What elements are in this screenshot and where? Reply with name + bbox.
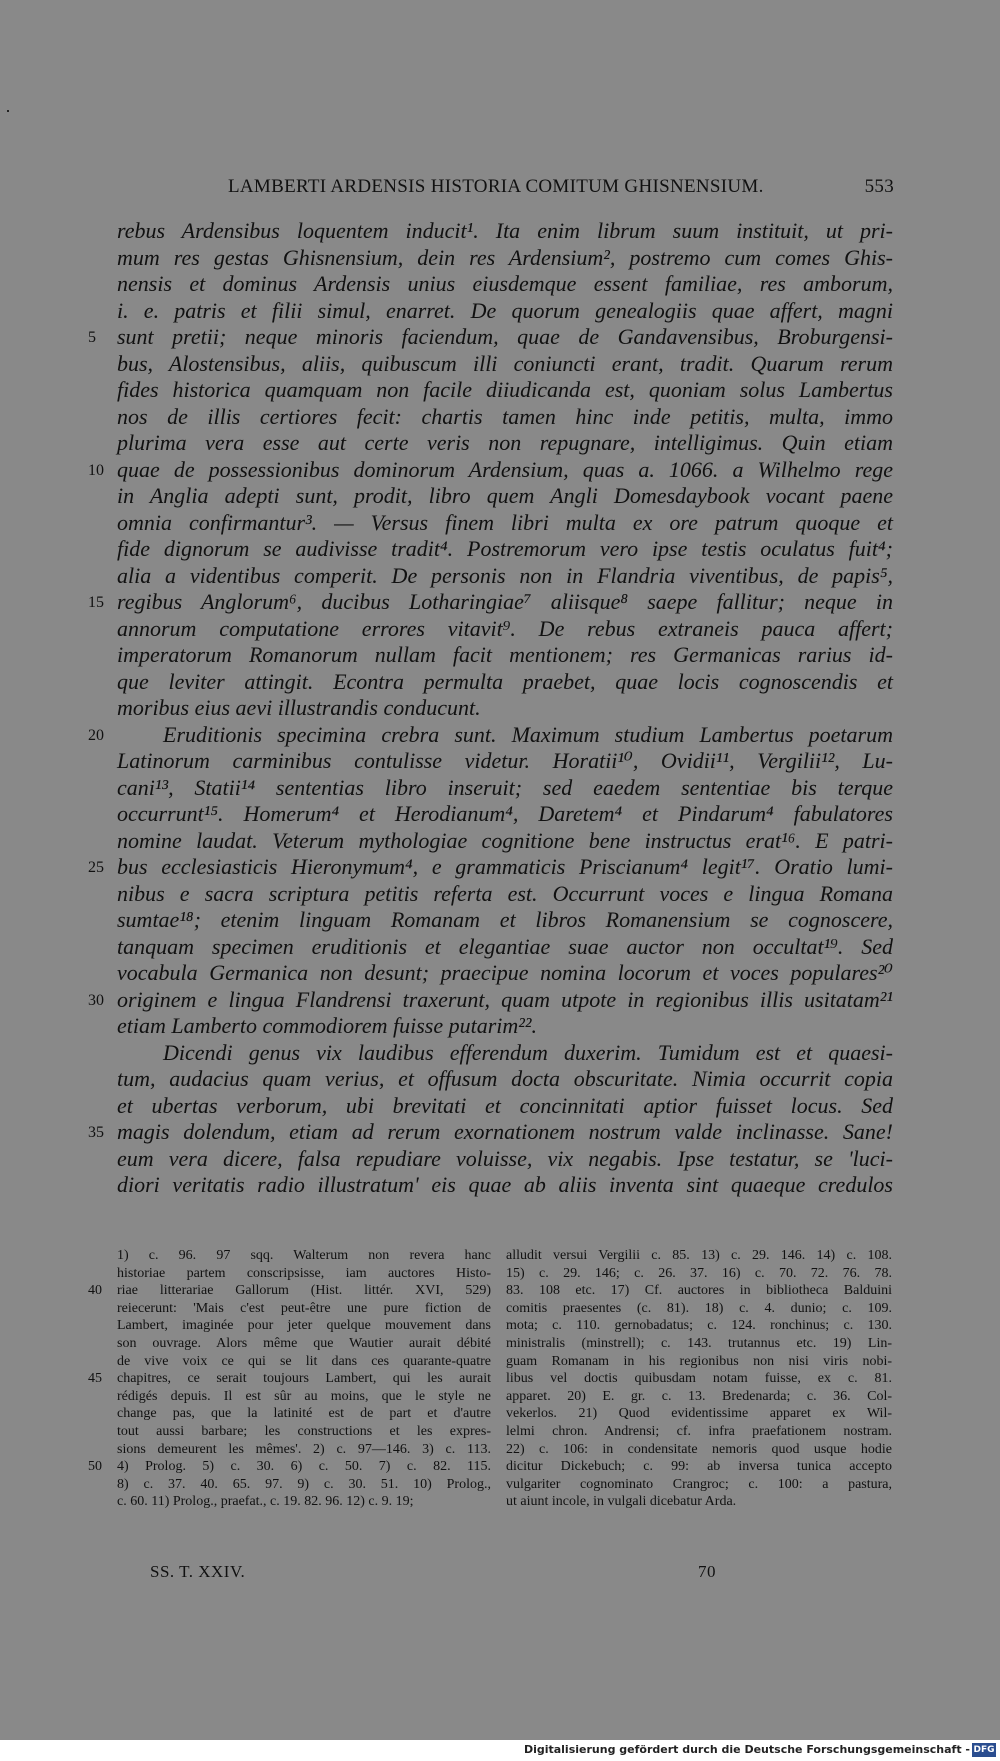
footnote-line: reiecerunt: 'Mais c'est peut-être une pure fiction de — [117, 1300, 491, 1316]
footnote-line: ministralis (minstrell); c. 143. trutannus etc. 19) Lin- — [506, 1335, 892, 1351]
funding-note: Digitalisierung gefördert durch die Deutsche Forschungsgemeinschaft - — [523, 1743, 970, 1756]
text-line: diori veritatis radio illustratum' eis quae ab aliis inventa sint quaeque credulos — [117, 1172, 893, 1197]
text-line: occurrunt¹⁵. Homerum⁴ et Herodianum⁴, Daretem⁴ et Pindarum⁴ fabulatores — [117, 801, 893, 826]
text-line: imperatorum Romanorum nullam facit mentionem; res Germanicas rarius id- — [117, 642, 893, 667]
footnote-line: 8) c. 37. 40. 65. 97. 9) c. 30. 51. 10) Prolog., — [117, 1476, 491, 1492]
text-line: Eruditionis specimina crebra sunt. Maximum studium Lambertus poetarum — [163, 721, 893, 747]
dfg-logo[interactable]: DFG — [973, 1745, 995, 1755]
footnote-line: mota; c. 110. gernobadatus; c. 124. ronchinus; c. 130. — [506, 1318, 892, 1334]
text-line: magis dolendum, etiam ad rerum exornationem nostrum valde inclinasse. Sane! — [117, 1119, 893, 1144]
text-line: in Anglia adepti sunt, prodit, libro quem Angli Domesdaybook vocant paene — [117, 483, 893, 508]
footnote-line: vulgariter cognominato Crangroc; c. 100: a pastura, — [506, 1476, 892, 1492]
text-line: rebus Ardensibus loquentem inducit¹. Ita enim librum suum instituit, ut pri- — [117, 218, 893, 243]
footnote-line: historiae partem conscripsisse, iam auctores Histo- — [117, 1265, 491, 1281]
footnote-line: Lambert, imaginée pour jeter quelque mouvement dans — [117, 1318, 491, 1334]
footnote-line: lelmi chron. Andrensi; cf. infra praefationem nostram. — [506, 1423, 892, 1439]
line-number: 15 — [88, 594, 104, 611]
footnote-line: de vive voix ce qui se lit dans ces quarante-quatre — [117, 1353, 491, 1369]
text-line: eum vera dicere, falsa repudiare voluisse, vix negabis. Ipse testatur, se 'luci- — [117, 1145, 893, 1171]
scan-speck — [7, 110, 9, 112]
footnotes-left-column — [117, 1247, 491, 1557]
text-line: vocabula Germanica non desunt; praecipue nomina locorum et voces populares²⁰ — [117, 960, 893, 985]
footnote-line: comitis praesentes (c. 81). 18) c. 4. dunio; c. 109. — [506, 1300, 892, 1316]
running-title: LAMBERTI ARDENSIS HISTORIA COMITUM GHISNENSIUM. — [228, 176, 764, 197]
footnote-line: guam Romanam in his regionibus non nisi viris nobi- — [506, 1353, 892, 1369]
footnote-line-number: 45 — [88, 1371, 102, 1387]
line-number: 35 — [88, 1124, 104, 1141]
footnote-line: ut aiunt incole, in vulgali dicebatur Arda. — [506, 1494, 737, 1510]
text-line: fides historica quamquam non facile diiudicanda est, quoniam solus Lambertus — [117, 377, 893, 402]
footnote-line: 1) c. 96. 97 sqq. Walterum non revera hanc — [117, 1248, 491, 1263]
text-line: quae de possessionibus dominorum Ardensium, quas a. 1066. a Wilhelmo rege — [117, 456, 893, 482]
text-line: nomine laudat. Veterum mythologiae cognitione bene instructus erat¹⁶. E patri- — [117, 827, 893, 853]
footnote-line: tout aussi barbare; les constructions et les expres- — [117, 1423, 491, 1439]
text-line: nibus e sacra scriptura petitis referta est. Occurrunt voces e lingua Romana — [117, 880, 893, 906]
footnote-line: libus vel doctis quibusdam notam fuisse, ex c. 81. — [506, 1371, 892, 1387]
page-number: 553 — [864, 176, 894, 197]
text-line: et ubertas verborum, ubi brevitati et concinnitati aptior fuisset locus. Sed — [117, 1092, 893, 1118]
footnote-line: 22) c. 106: in condensitate nemoris quod usque hodie — [506, 1441, 892, 1457]
text-line: bus ecclesiasticis Hieronymum⁴, e grammaticis Priscianum⁴ legit¹⁷. Oratio lumi- — [117, 854, 893, 879]
footnote-line: alludit versui Vergilii c. 85. 13) c. 29. 146. 14) c. 108. — [506, 1248, 892, 1263]
footnote-line: 15) c. 29. 146; c. 26. 37. 16) c. 70. 72. 76. 78. — [506, 1265, 892, 1281]
text-line: alia a videntibus comperit. De personis non in Flandria viventibus, de papis⁵, — [117, 562, 893, 588]
footnote-line: 83. 108 etc. 17) Cf. auctores in bibliotheca Balduini — [506, 1283, 892, 1299]
signature-mark: SS. T. XXIV. — [150, 1562, 246, 1581]
text-line: moribus eius aevi illustrandis conducunt. — [117, 695, 481, 720]
text-line: etiam Lamberto commodiorem fuisse putarim²². — [117, 1013, 537, 1038]
footnote-line: change pas, que la latinité est de part et d'autre — [117, 1406, 491, 1422]
text-line: i. e. patris et filii simul, enarret. De quorum genealogiis quae affert, magni — [117, 297, 893, 323]
text-line: originem e lingua Flandrensi traxerunt, quam utpote in regionibus illis usitatam²¹ — [117, 986, 893, 1012]
sheet-number: 70 — [698, 1562, 716, 1581]
footnote-line: vekerlos. 21) Quod evidentissime apparet ex Wil- — [506, 1406, 892, 1422]
text-line: sumtae¹⁸; etenim linguam Romanam et libros Romanensium se cognoscere, — [117, 907, 893, 932]
footnote-line: chapitres, ce serait toujours Lambert, qui les aurait — [117, 1371, 491, 1387]
text-line: nos de illis certiores fecit: chartis tamen hinc inde petitis, multa, immo — [117, 403, 893, 429]
footnote-line: rédigés depuis. Il est sûr au moins, que le style ne — [117, 1388, 491, 1404]
footnote-line: sions demeurent les mêmes'. 2) c. 97—146. 3) c. 113. — [117, 1441, 491, 1457]
footnote-line: 4) Prolog. 5) c. 30. 6) c. 50. 7) c. 82. 115. — [117, 1459, 491, 1475]
line-number: 30 — [88, 991, 104, 1009]
text-line: annorum computatione errores vitavit⁹. De rebus extraneis pauca affert; — [117, 615, 893, 641]
text-line: Dicendi genus vix laudibus efferendum duxerim. Tumidum est et quaesi- — [163, 1039, 893, 1065]
text-line: tum, audacius quam verius, et offusum docta obscuritate. Nimia occurrit copia — [117, 1066, 893, 1091]
running-header — [114, 176, 894, 204]
footnotes-right-column — [506, 1247, 892, 1557]
footnote-line: c. 60. 11) Prolog., praefat., c. 19. 82. 96. 12) c. 9. 19; — [117, 1494, 414, 1510]
line-number: 20 — [88, 726, 104, 744]
footnote-line-number: 40 — [88, 1283, 102, 1299]
digitization-footer — [0, 1740, 1000, 1761]
text-line: nensis et dominus Ardensis unius eiusdemque essent familiae, res amborum, — [117, 271, 893, 296]
text-line: Latinorum carminibus contulisse videtur. Horatii¹⁰, Ovidii¹¹, Vergilii¹², Lu- — [117, 748, 893, 773]
text-line: bus, Alostensibus, aliis, quibuscum illi coniuncti erant, tradit. Quarum rerum — [117, 350, 893, 376]
text-line: sunt pretii; neque minoris faciendum, quae de Gandavensibus, Broburgensi- — [117, 324, 893, 349]
line-number: 25 — [88, 859, 104, 876]
text-line: tanquam specimen eruditionis et elegantiae suae auctor non occultat¹⁹. Sed — [117, 933, 893, 959]
text-line: fide dignorum se audivisse tradit⁴. Postremorum vero ipse testis oculatus fuit⁴; — [117, 536, 893, 561]
text-line: mum res gestas Ghisnensium, dein res Ardensium², postremo cum comes Ghis- — [117, 244, 893, 270]
footnote-line: son ouvrage. Alors même que Wautier aurait débité — [117, 1335, 491, 1351]
text-line: plurima vera esse aut certe veris non repugnare, intelligimus. Quin etiam — [117, 430, 893, 455]
footnote-line: apparet. 20) E. gr. c. 13. Bredenarda; c. 36. Col- — [506, 1388, 892, 1404]
footnote-line: riae litterariae Gallorum (Hist. littér. XVI, 529) — [117, 1283, 491, 1299]
footnote-line-number: 50 — [88, 1459, 102, 1475]
line-number: 5 — [88, 329, 96, 346]
line-number: 10 — [88, 461, 104, 479]
text-line: cani¹³, Statii¹⁴ sententias libro inseruit; sed eaedem sententiae bis terque — [117, 774, 893, 800]
text-line: regibus Anglorum⁶, ducibus Lotharingiae⁷ aliisque⁸ saepe fallitur; neque in — [117, 589, 893, 614]
text-line: omnia confirmantur³. — Versus finem libri multa ex ore patrum quoque et — [117, 509, 893, 535]
footnote-line: dicitur Dickebuch; c. 99: ab inversa tunica accepto — [506, 1459, 892, 1475]
text-line: que leviter attingit. Econtra permulta praebet, quae locis cognoscendis et — [117, 668, 893, 694]
